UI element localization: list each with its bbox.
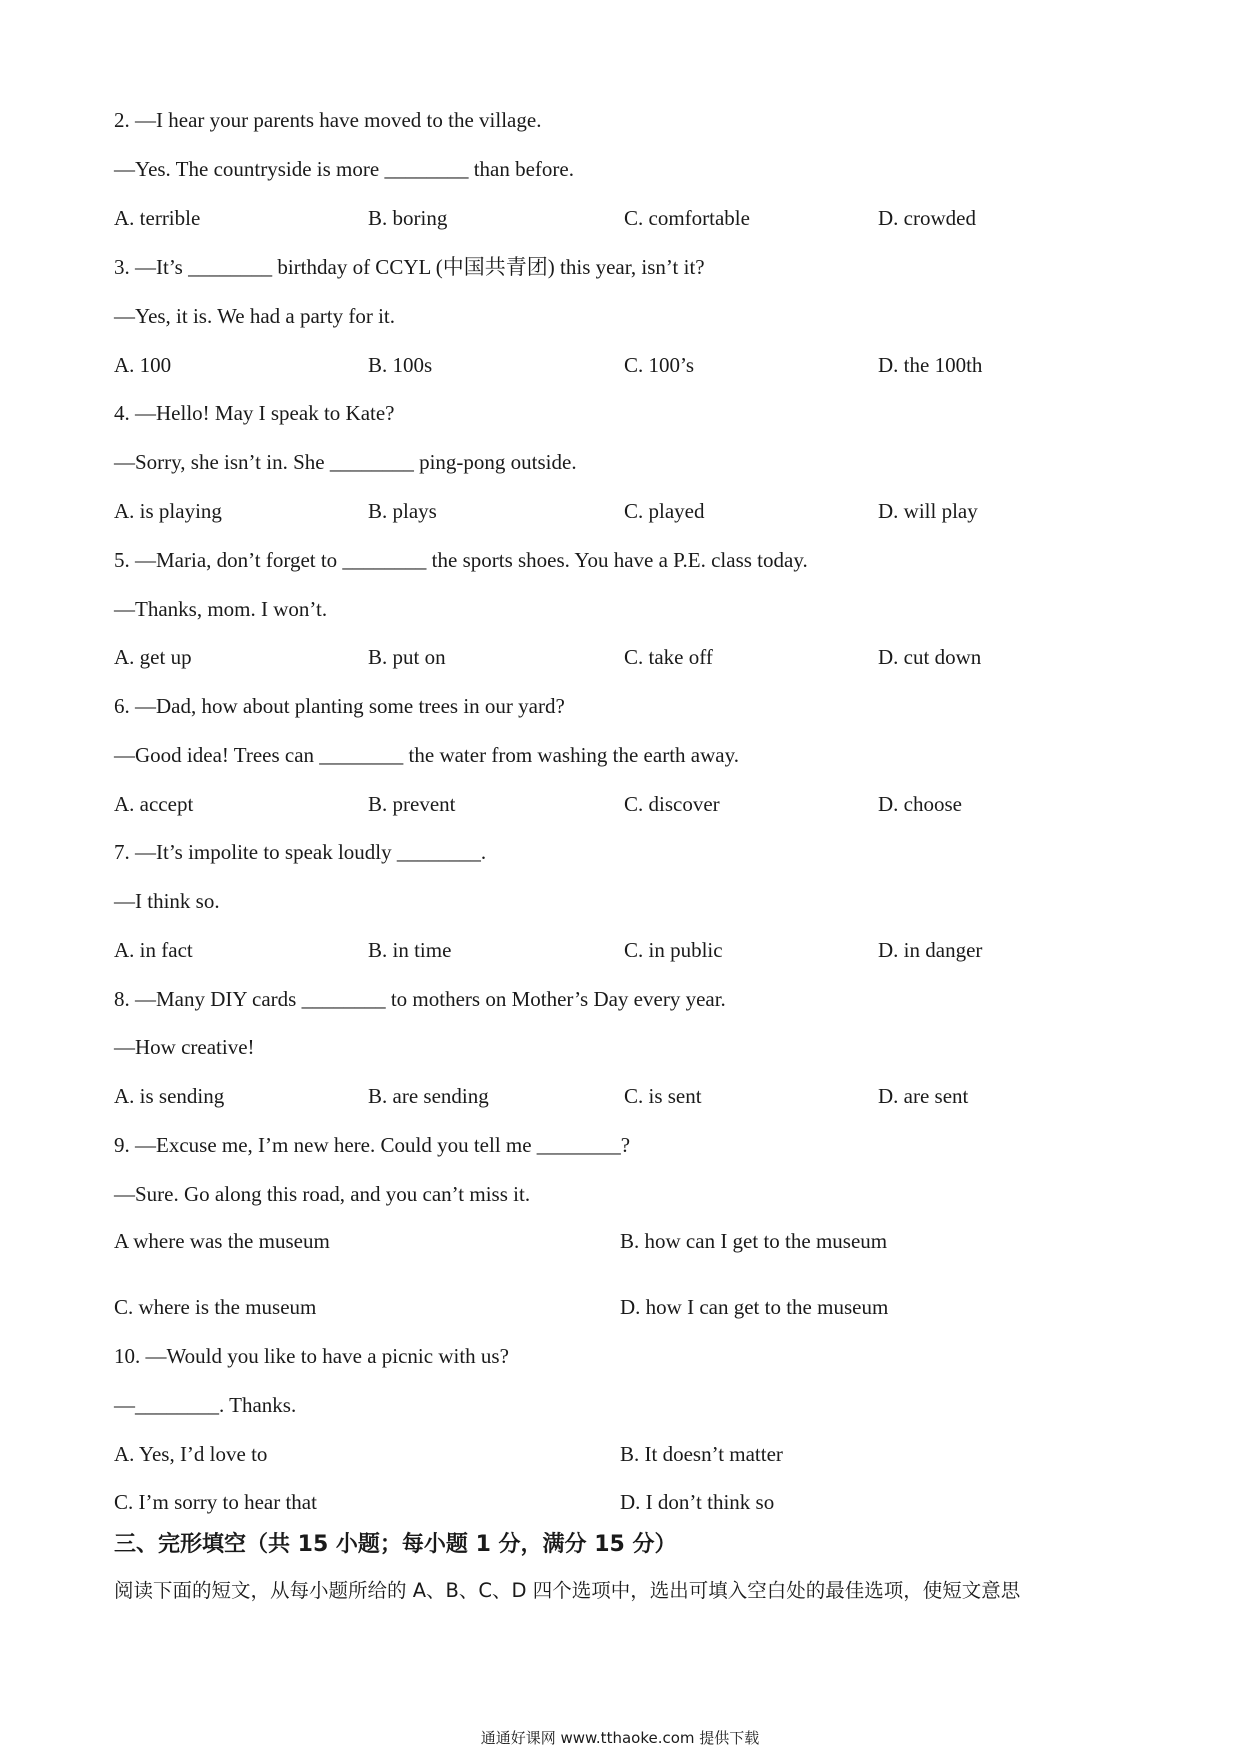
section-3-heading: 三、完形填空（共 15 小题；每小题 1 分，满分 15 分） (114, 1532, 677, 1557)
question-2-option-d: D. crowded (878, 206, 976, 230)
question-7-stem: 7. —It’s impolite to speak loudly ________. (114, 840, 487, 864)
question-3-option-b: B. 100s (368, 353, 433, 377)
question-3-option-d: D. the 100th (878, 353, 983, 377)
question-10-option-a: A. Yes, I’d love to (114, 1442, 268, 1466)
question-8-option-c: C. is sent (624, 1084, 702, 1108)
question-10-option-d: D. I don’t think so (620, 1490, 775, 1514)
question-2-stem: 2. —I hear your parents have moved to the village. (114, 108, 542, 132)
question-6-stem: 6. —Dad, how about planting some trees in our yard? (114, 694, 565, 718)
question-9-option-d: D. how I can get to the museum (620, 1295, 889, 1319)
question-5-reply: —Thanks, mom. I won’t. (114, 597, 328, 621)
question-4-option-d: D. will play (878, 499, 978, 523)
question-10-reply: —________. Thanks. (114, 1393, 297, 1417)
question-3-option-a: A. 100 (114, 353, 172, 377)
question-10-stem: 10. —Would you like to have a picnic with us? (114, 1344, 509, 1368)
question-9-option-b: B. how can I get to the museum (620, 1229, 888, 1253)
question-4-option-b: B. plays (368, 499, 437, 523)
question-9-reply: —Sure. Go along this road, and you can’t miss it. (114, 1182, 531, 1206)
question-5-option-b: B. put on (368, 645, 446, 669)
question-8-reply: —How creative! (114, 1035, 255, 1059)
question-6-option-b: B. prevent (368, 792, 456, 816)
question-6-option-c: C. discover (624, 792, 720, 816)
question-4-stem: 4. —Hello! May I speak to Kate? (114, 401, 395, 425)
question-2-option-b: B. boring (368, 206, 448, 230)
question-2-option-c: C. comfortable (624, 206, 750, 230)
question-3-option-c: C. 100’s (624, 353, 695, 377)
question-2-option-a: A. terrible (114, 206, 201, 230)
question-10-option-c: C. I’m sorry to hear that (114, 1490, 317, 1514)
question-4-option-c: C. played (624, 499, 705, 523)
question-7-reply: —I think so. (114, 889, 220, 913)
question-2-reply: —Yes. The countryside is more ________ than before. (114, 157, 574, 181)
question-9-option-c: C. where is the museum (114, 1295, 317, 1319)
question-4-reply: —Sorry, she isn’t in. She ________ ping-pong outside. (114, 450, 577, 474)
question-6-reply: —Good idea! Trees can ________ the water from washing the earth away. (114, 743, 739, 767)
question-3-stem: 3. —It’s ________ birthday of CCYL (中国共青团) this year, isn’t it? (114, 255, 705, 279)
question-8-stem: 8. —Many DIY cards ________ to mothers on Mother’s Day every year. (114, 987, 726, 1011)
question-5-option-a: A. get up (114, 645, 192, 669)
question-4-option-a: A. is playing (114, 499, 222, 523)
question-5-stem: 5. —Maria, don’t forget to ________ the sports shoes. You have a P.E. class today. (114, 548, 808, 572)
question-10-option-b: B. It doesn’t matter (620, 1442, 783, 1466)
question-5-option-d: D. cut down (878, 645, 982, 669)
question-9-option-a: A where was the museum (114, 1229, 330, 1253)
question-7-option-d: D. in danger (878, 938, 983, 962)
question-3-reply: —Yes, it is. We had a party for it. (114, 304, 396, 328)
question-7-option-c: C. in public (624, 938, 723, 962)
question-8-option-a: A. is sending (114, 1084, 225, 1108)
question-5-option-c: C. take off (624, 645, 713, 669)
question-8-option-d: D. are sent (878, 1084, 969, 1108)
question-6-option-d: D. choose (878, 792, 962, 816)
question-6-option-a: A. accept (114, 792, 194, 816)
question-8-option-b: B. are sending (368, 1084, 489, 1108)
page-footer: 通通好课网 www.tthaoke.com 提供下载 (480, 1729, 760, 1747)
question-7-option-a: A. in fact (114, 938, 193, 962)
question-7-option-b: B. in time (368, 938, 452, 962)
question-9-stem: 9. —Excuse me, I’m new here. Could you tell me ________? (114, 1133, 631, 1157)
section-3-instruction: 阅读下面的短文，从每小题所给的 A、B、C、D 四个选项中，选出可填入空白处的最佳选项，使短文意思 (114, 1579, 1021, 1602)
